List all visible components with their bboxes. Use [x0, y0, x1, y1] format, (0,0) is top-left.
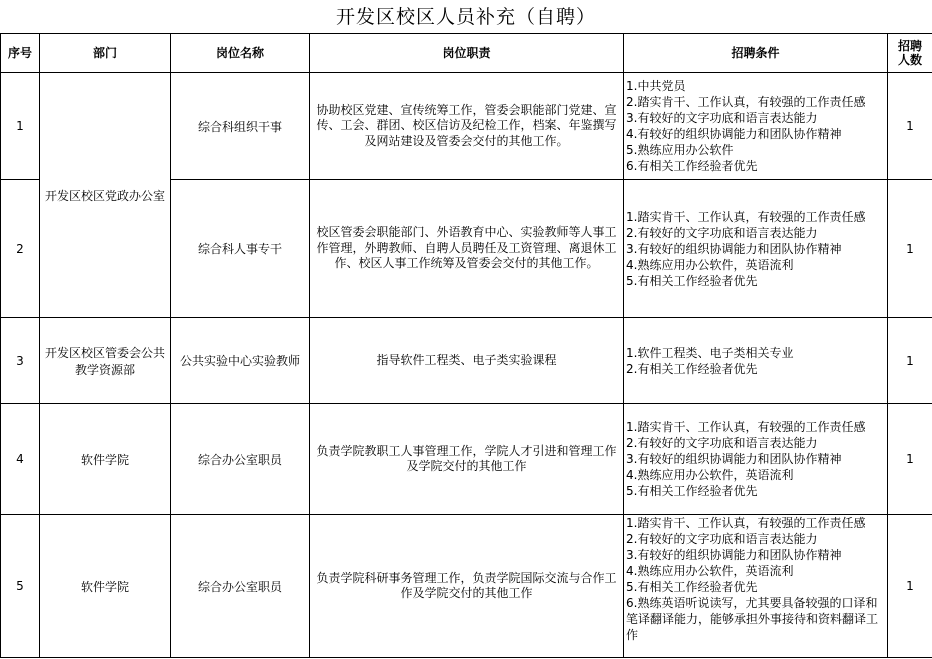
cell-count: 1: [888, 180, 932, 318]
cell-duties: 负责学院科研事务管理工作，负责学院国际交流与合作工作及学院交付的其他工作: [310, 515, 624, 658]
cell-dept: 软件学院: [40, 404, 171, 515]
cell-requirements: [624, 404, 888, 515]
header-row: [1, 34, 932, 73]
cell-position: 公共实验中心实验教师: [171, 318, 310, 404]
header-requirements: 招聘条件: [624, 34, 888, 73]
requirement-item: 4.熟练应用办公软件，英语流利: [626, 564, 794, 578]
requirement-item: 1.中共党员: [626, 79, 686, 93]
cell-requirements: [624, 180, 888, 318]
cell-duties: 校区管委会职能部门、外语教育中心、实验教师等人事工作管理，外聘教师、自聘人员聘任及工资管理、离退休工作、校区人事工作统筹及管委会交付的其他工作。: [310, 180, 624, 318]
cell-duties: 协助校区党建、宣传统筹工作，管委会职能部门党建、宣传、工会、群团、校区信访及纪检工作，档案、年鉴撰写及网站建设及管委会交付的其他工作。: [310, 73, 624, 180]
cell-count: 1: [888, 515, 932, 658]
requirement-item: 5.熟练应用办公软件: [626, 143, 734, 157]
requirement-item: 2.有较好的文字功底和语言表达能力: [626, 532, 818, 546]
table-row: [1, 404, 932, 515]
requirement-item: 6.有相关工作经验者优先: [626, 159, 758, 173]
requirement-item: 3.有较好的组织协调能力和团队协作精神: [626, 452, 842, 466]
header-count-line1: 招聘: [897, 39, 922, 53]
header-seq: 序号: [1, 34, 40, 73]
requirement-item: 4.熟练应用办公软件，英语流利: [626, 468, 794, 482]
requirement-item: 2.有相关工作经验者优先: [626, 361, 758, 376]
requirement-item: 1.踏实肯干、工作认真，有较强的工作责任感: [626, 420, 866, 434]
table-row: [1, 73, 932, 180]
requirement-item: 4.熟练应用办公软件，英语流利: [626, 257, 794, 272]
cell-count: 1: [888, 73, 932, 180]
cell-seq: 2: [1, 180, 40, 318]
cell-dept: 开发区校区管委会公共教学资源部: [40, 318, 171, 404]
requirement-item: 6.熟练英语听说读写，尤其要具备较强的口译和笔译翻译能力，能够承担外事接待和资料翻译工作: [626, 596, 879, 642]
requirement-item: 2.有较好的文字功底和语言表达能力: [626, 436, 818, 450]
requirement-item: 3.有较好的组织协调能力和团队协作精神: [626, 548, 842, 562]
cell-dept: 软件学院: [40, 515, 171, 658]
header-duties: 岗位职责: [310, 34, 624, 73]
cell-requirements: [624, 318, 888, 404]
recruitment-table: [0, 33, 932, 658]
page-title: 开发区校区人员补充（自聘）: [335, 6, 596, 28]
cell-count: 1: [888, 318, 932, 404]
header-count: [888, 34, 932, 73]
requirement-item: 1.软件工程类、电子类相关专业: [626, 345, 794, 360]
cell-seq: 1: [1, 73, 40, 180]
cell-seq: 3: [1, 318, 40, 404]
requirement-item: 5.有相关工作经验者优先: [626, 484, 758, 498]
cell-requirements: [624, 73, 888, 180]
cell-position: 综合办公室职员: [171, 404, 310, 515]
requirement-item: 2.踏实肯干、工作认真，有较强的工作责任感: [626, 95, 866, 109]
requirement-item: 3.有较好的组织协调能力和团队协作精神: [626, 241, 842, 256]
cell-count: 1: [888, 404, 932, 515]
cell-duties: 负责学院教职工人事管理工作，学院人才引进和管理工作及学院交付的其他工作: [310, 404, 624, 515]
cell-duties: 指导软件工程类、电子类实验课程: [310, 318, 624, 404]
requirement-item: 5.有相关工作经验者优先: [626, 273, 758, 288]
requirement-item: 1.踏实肯干、工作认真，有较强的工作责任感: [626, 209, 866, 224]
cell-position: 综合科人事专干: [171, 180, 310, 318]
cell-position: 综合科组织干事: [171, 73, 310, 180]
requirement-item: 1.踏实肯干、工作认真，有较强的工作责任感: [626, 516, 866, 530]
header-position: 岗位名称: [171, 34, 310, 73]
requirement-item: 4.有较好的组织协调能力和团队协作精神: [626, 127, 842, 141]
table-row: [1, 515, 932, 658]
header-count-line2: 人数: [897, 53, 922, 67]
header-dept: 部门: [40, 34, 171, 73]
cell-seq: 4: [1, 404, 40, 515]
cell-requirements: [624, 515, 888, 658]
requirement-item: 5.有相关工作经验者优先: [626, 580, 758, 594]
requirement-item: 2.有较好的文字功底和语言表达能力: [626, 225, 818, 240]
requirement-item: 3.有较好的文字功底和语言表达能力: [626, 111, 818, 125]
cell-dept: 开发区校区党政办公室: [40, 73, 171, 318]
cell-seq: 5: [1, 515, 40, 658]
table-row: [1, 318, 932, 404]
cell-position: 综合办公室职员: [171, 515, 310, 658]
